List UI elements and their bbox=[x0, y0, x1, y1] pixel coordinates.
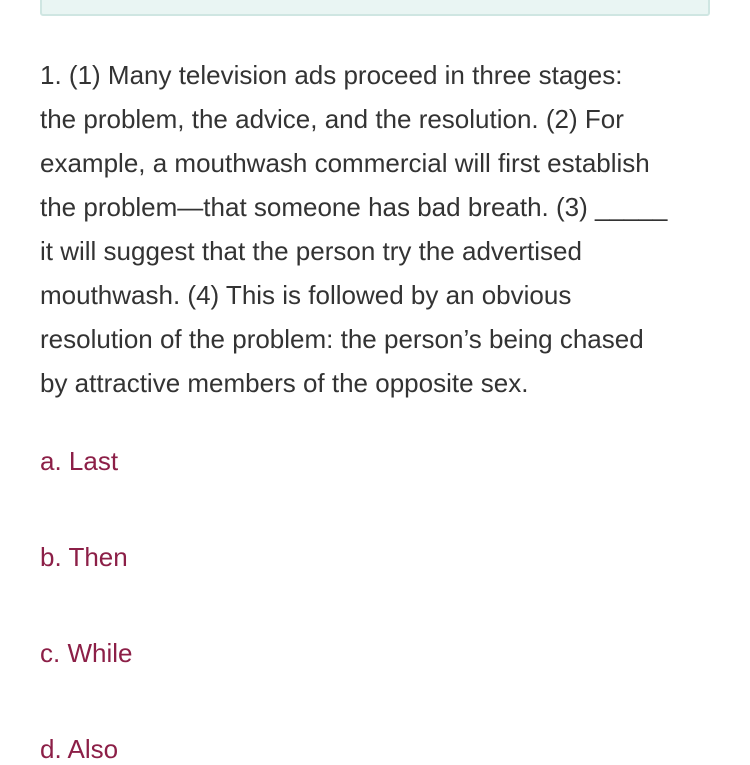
answer-option-c[interactable]: c. While bbox=[40, 638, 133, 668]
question-line: by attractive members of the opposite sex. bbox=[40, 368, 529, 398]
question-line: 1. (1) Many television ads proceed in three stages: bbox=[40, 60, 623, 90]
question-line: it will suggest that the person try the advertised bbox=[40, 236, 582, 266]
answer-option-a[interactable]: a. Last bbox=[40, 446, 119, 476]
question-line: the problem—that someone has bad breath. (3) _____ bbox=[40, 192, 668, 222]
question-line: mouthwash. (4) This is followed by an obvious bbox=[40, 280, 572, 310]
question-text bbox=[40, 53, 714, 405]
question-line: resolution of the problem: the person’s being chased bbox=[40, 324, 644, 354]
question-line: the problem, the advice, and the resolution. (2) For bbox=[40, 104, 624, 134]
previous-item-box bbox=[40, 0, 710, 16]
question-line: example, a mouthwash commercial will first establish bbox=[40, 148, 650, 178]
answer-option-b[interactable]: b. Then bbox=[40, 542, 128, 572]
answer-option-d[interactable]: d. Also bbox=[40, 734, 119, 764]
